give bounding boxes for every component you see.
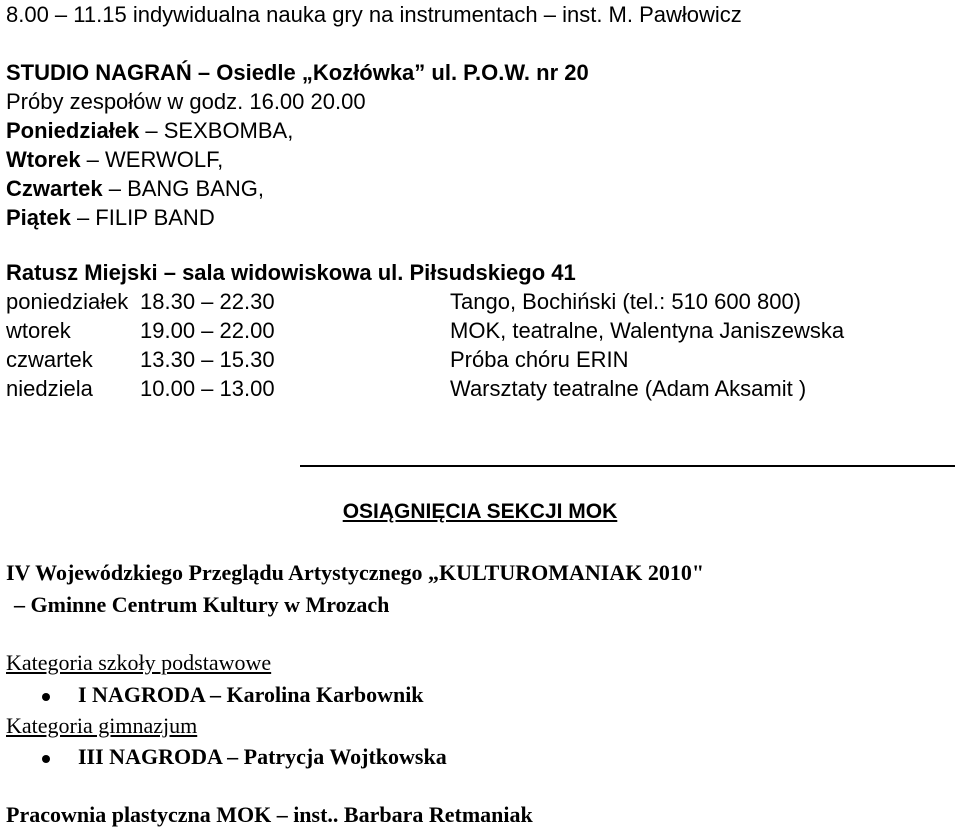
schedule-time: 10.00 – 13.00 xyxy=(140,376,275,401)
schedule-activity: Tango, Bochiński (tel.: 510 600 800) xyxy=(450,289,802,314)
band-name: WERWOLF, xyxy=(105,147,224,172)
schedule-time: 19.00 – 22.00 xyxy=(140,318,275,343)
award-text: III NAGRODA – Patrycja Wojtkowska xyxy=(78,744,447,769)
band-name: FILIP BAND xyxy=(95,205,215,230)
award-item xyxy=(6,682,906,712)
band-day: Czwartek xyxy=(6,176,103,201)
band-row: Czwartek – BANG BANG, xyxy=(6,176,264,201)
band-day: Wtorek xyxy=(6,147,81,172)
schedule-row xyxy=(6,316,946,345)
schedule-row xyxy=(6,345,946,374)
ratusz-title: Ratusz Miejski – sala widowiskowa ul. Piłsudskiego 41 xyxy=(6,260,576,285)
band-name: SEXBOMBA, xyxy=(163,118,294,143)
schedule-row xyxy=(6,287,946,316)
schedule-activity: Próba chóru ERIN xyxy=(450,347,629,372)
award-winner: Karolina Karbownik xyxy=(226,682,424,707)
schedule-day: czwartek xyxy=(6,347,93,372)
intro-text: indywidualna nauka gry na instrumentach – inst. M. Pawłowicz xyxy=(132,2,742,27)
band-row: Wtorek – WERWOLF, xyxy=(6,147,224,172)
event-title: IV Wojewódzkiego Przeglądu Artystycznego „KULTUROMANIAK 2010" xyxy=(6,560,705,585)
studio-title: STUDIO NAGRAŃ – Osiedle „Kozłówka” ul. P.O.W. nr 20 xyxy=(6,60,589,85)
award-name: I NAGRODA xyxy=(78,682,205,707)
event-organizer: – Gminne Centrum Kultury w Mrozach xyxy=(14,592,390,617)
schedule-day: poniedziałek xyxy=(6,289,129,314)
schedule-time: 13.30 – 15.30 xyxy=(140,347,275,372)
category-label: Kategoria szkoły podstawowe xyxy=(6,650,272,675)
award-winner: Patrycja Wojtkowska xyxy=(243,744,447,769)
schedule-activity: MOK, teatralne, Walentyna Janiszewska xyxy=(450,318,845,343)
award-item xyxy=(6,744,906,774)
schedule-time: 18.30 – 22.30 xyxy=(140,289,275,314)
award-text: I NAGRODA – Karolina Karbownik xyxy=(78,682,424,707)
art-studio-line: Pracownia plastyczna MOK – inst.. Barbara Retmaniak xyxy=(6,802,533,827)
category-label: Kategoria gimnazjum xyxy=(6,713,198,738)
band-day: Poniedziałek xyxy=(6,118,140,143)
band-row: Piątek – FILIP BAND xyxy=(6,205,215,230)
band-row: Poniedziałek – SEXBOMBA, xyxy=(6,118,294,143)
bullet-icon xyxy=(42,755,50,763)
schedule-row xyxy=(6,374,946,403)
band-day: Piątek xyxy=(6,205,71,230)
schedule-day: wtorek xyxy=(6,318,71,343)
schedule-day: niedziela xyxy=(6,376,93,401)
schedule-activity: Warsztaty teatralne (Adam Aksamit ) xyxy=(450,376,807,401)
intro-line xyxy=(6,0,742,29)
ratusz-schedule xyxy=(6,287,946,403)
award-name: III NAGRODA xyxy=(78,744,222,769)
band-name: BANG BANG, xyxy=(127,176,264,201)
achievements-heading: OSIĄGNIĘCIA SEKCJI MOK xyxy=(342,500,618,523)
bullet-icon xyxy=(42,693,50,701)
section-divider xyxy=(300,465,955,467)
intro-time: 8.00 – 11.15 xyxy=(6,2,127,27)
studio-rehearsals: Próby zespołów w godz. 16.00 20.00 xyxy=(6,89,366,114)
